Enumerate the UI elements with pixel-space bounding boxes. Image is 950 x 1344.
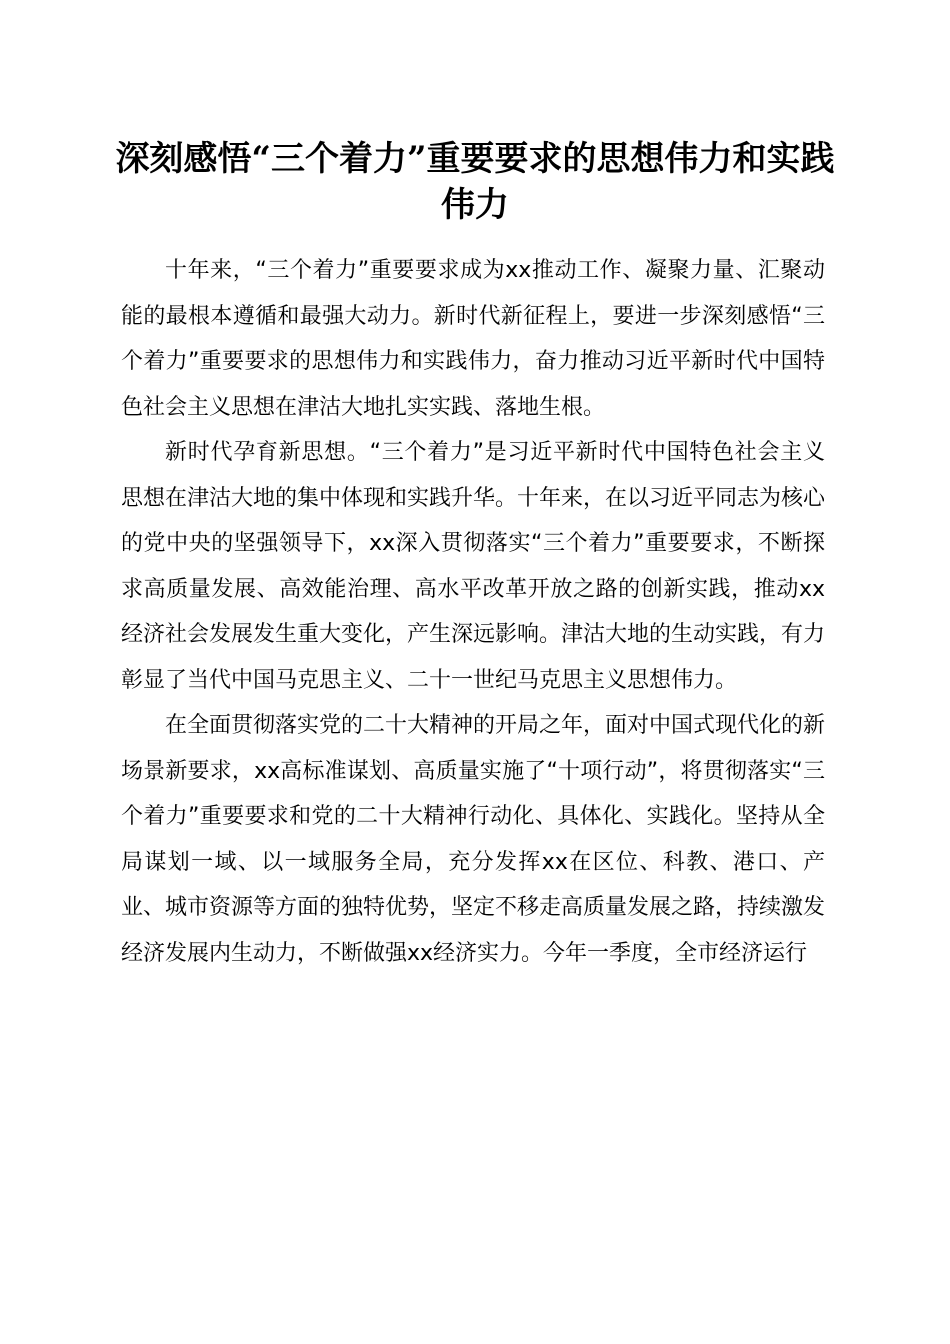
document-body	[121, 248, 825, 976]
paragraph-2: 新时代孕育新思想。“三个着力”是习近平新时代中国特色社会主义思想在津沽大地的集中体现和实践升华。十年来，在以习近平同志为核心的党中央的坚强领导下，xx深入贯彻落实“三个着力”重要要求，不断探求高质量发展、高效能治理、高水平改革开放之路的创新实践，推动xx经济社会发展发生重大变化，产生深远影响。津沽大地的生动实践，有力彰显了当代中国马克思主义、二十一世纪马克思主义思想伟力。	[121, 440, 826, 693]
paragraph-1: 十年来，“三个着力”重要要求成为xx推动工作、凝聚力量、汇聚动能的最根本遵循和最强大动力。新时代新征程上，要进一步深刻感悟“三个着力”重要要求的思想伟力和实践伟力，奋力推动习近平新时代中国特色社会主义思想在津沽大地扎实实践、落地生根。	[121, 258, 825, 420]
document-title: 深刻感悟“三个着力”重要要求的思想伟力和实践伟力	[115, 139, 835, 225]
paragraph-3: 在全面贯彻落实党的二十大精神的开局之年，面对中国式现代化的新场景新要求，xx高标准谋划、高质量实施了“十项行动”，将贯彻落实“三个着力”重要要求和党的二十大精神行动化、具体化、实践化。坚持从全局谋划一域、以一域服务全局，充分发挥xx在区位、科教、港口、产业、城市资源等方面的独特优势，坚定不移走高质量发展之路，持续激发经济发展内生动力，不断做强xx经济实力。今年一季度，全市经济运行	[121, 713, 826, 966]
